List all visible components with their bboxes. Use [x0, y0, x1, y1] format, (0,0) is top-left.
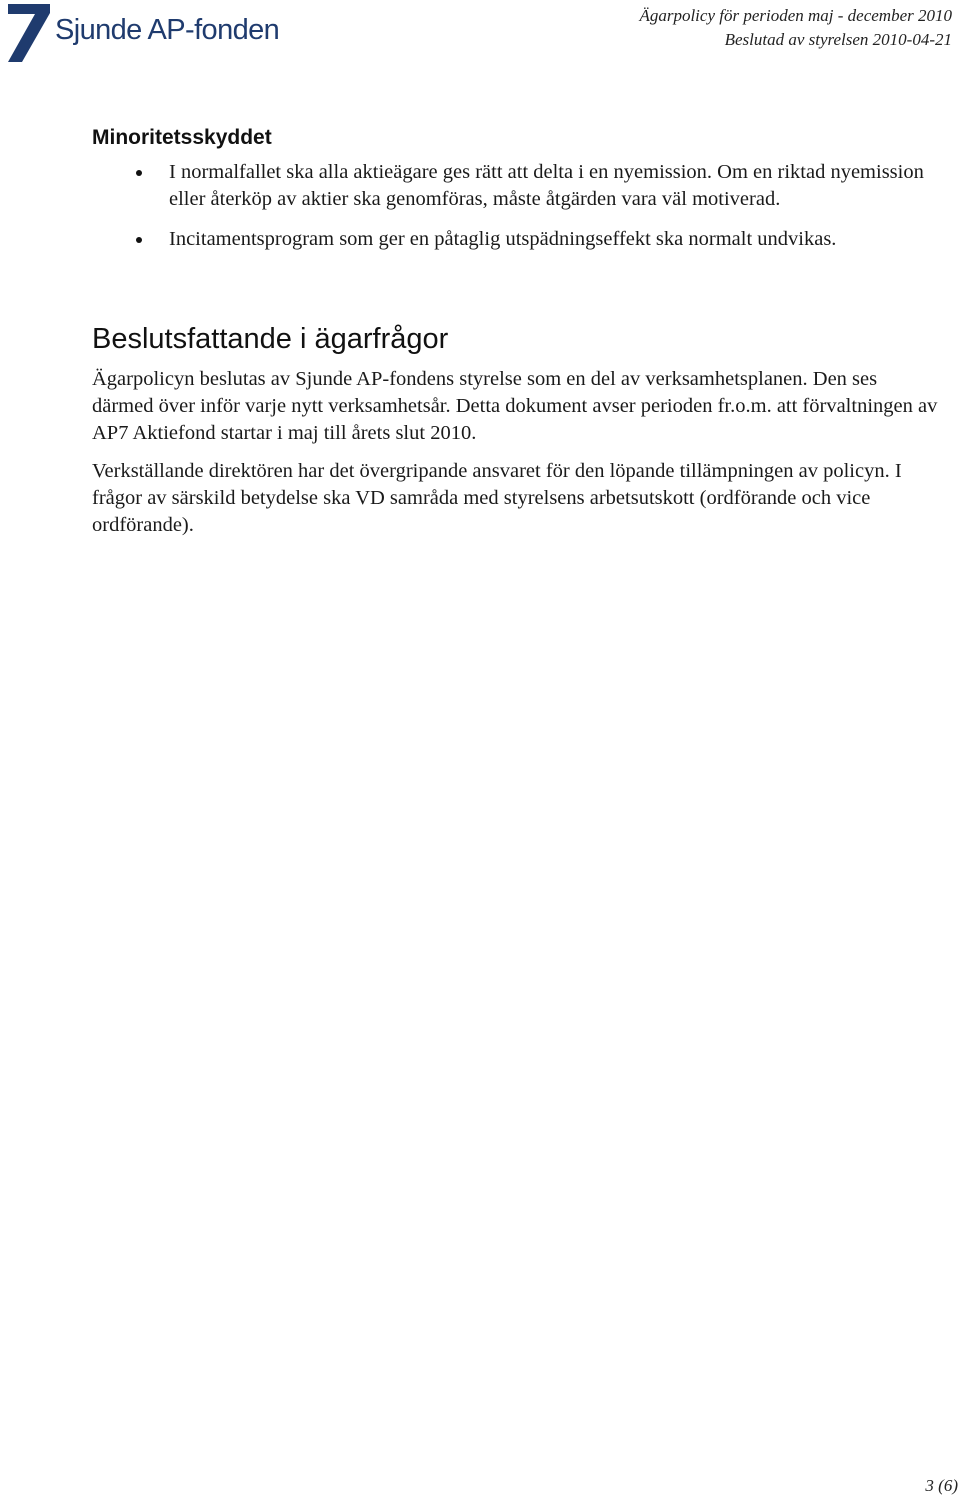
list-item — [92, 226, 942, 253]
seven-logo-icon — [6, 2, 52, 62]
header-meta — [639, 4, 952, 52]
approval-date: Beslutad av styrelsen 2010-04-21 — [724, 30, 952, 49]
bullet-icon — [136, 170, 142, 176]
page-header — [0, 0, 960, 70]
document-body — [92, 126, 942, 550]
logo-text: Sjunde AP-fonden — [55, 14, 280, 46]
section-heading-decision-making: Beslutsfattande i ägarfrågor — [92, 323, 449, 355]
logo — [6, 2, 286, 64]
bullet-icon — [136, 237, 142, 243]
section-heading-minority-protection: Minoritetsskyddet — [92, 126, 272, 149]
paragraph: Verkställande direktören har det övergripande ansvaret för den löpande tillämpningen av policyn. I frågor av särskild betydelse ska VD samråda med styrelsens arbetsutskott (ordförande och vice ordförande). — [92, 460, 902, 536]
paragraph: Ägarpolicyn beslutas av Sjunde AP-fondens styrelse som en del av verksamhetsplanen. Den ses därmed över inför varje nytt verksamhetsår. Detta dokument avser perioden fr.o.m. att förvaltningen av AP7 Aktiefond startar i maj till årets slut 2010. — [92, 368, 938, 444]
list-item-text: Incitamentsprogram som ger en påtaglig utspädningseffekt ska normalt undvikas. — [169, 228, 837, 250]
bullet-list — [92, 159, 942, 253]
list-item-text: I normalfallet ska alla aktieägare ges rätt att delta i en nyemission. Om en riktad nyemission eller återköp av aktier ska genomföras, måste åtgärden vara väl motiverad. — [169, 161, 924, 210]
list-item — [92, 159, 942, 213]
policy-period: Ägarpolicy för perioden maj - december 2010 — [639, 6, 952, 25]
page-number: 3 (6) — [925, 1476, 958, 1495]
